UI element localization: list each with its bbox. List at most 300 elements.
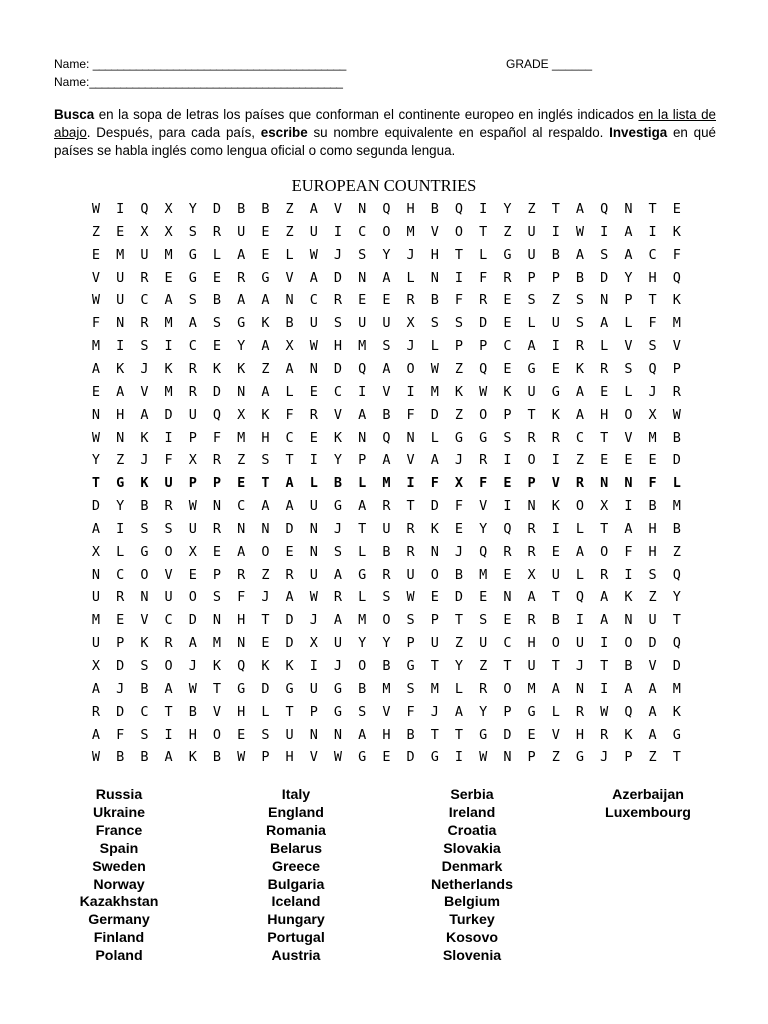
grid-letter[interactable]: U: [479, 635, 488, 652]
grid-letter[interactable]: G: [551, 383, 560, 400]
grid-letter[interactable]: Z: [454, 406, 464, 423]
grid-letter[interactable]: Q: [237, 658, 246, 674]
grid-letter[interactable]: E: [309, 429, 318, 446]
grid-letter[interactable]: S: [479, 612, 488, 629]
grid-letter[interactable]: X: [91, 658, 101, 674]
grid-letter[interactable]: A: [91, 360, 101, 377]
grid-letter[interactable]: E: [551, 360, 560, 377]
grid-letter[interactable]: V: [333, 406, 343, 423]
grid-letter[interactable]: R: [527, 520, 536, 537]
grid-letter[interactable]: V: [140, 612, 149, 629]
grid-letter[interactable]: T: [261, 612, 270, 629]
grid-letter[interactable]: I: [479, 201, 488, 217]
grid-letter[interactable]: N: [430, 269, 439, 286]
grid-letter[interactable]: T: [527, 406, 536, 423]
grid-letter[interactable]: T: [600, 429, 609, 446]
grid-letter[interactable]: I: [164, 338, 173, 355]
grid-letter[interactable]: N: [358, 269, 367, 286]
grid-letter[interactable]: G: [527, 703, 536, 720]
grid-letter[interactable]: L: [575, 566, 585, 583]
grid-letter[interactable]: E: [503, 566, 512, 583]
grid-letter[interactable]: Y: [382, 635, 391, 652]
grid-letter[interactable]: U: [406, 566, 415, 583]
grid-letter[interactable]: G: [285, 680, 294, 697]
grid-letter[interactable]: Y: [237, 338, 246, 355]
grid-letter[interactable]: A: [164, 749, 173, 766]
grid-letter[interactable]: U: [430, 635, 439, 652]
grid-letter[interactable]: K: [575, 360, 585, 377]
grid-letter[interactable]: D: [454, 589, 464, 606]
grid-letter[interactable]: D: [285, 635, 294, 652]
grid-letter[interactable]: I: [454, 749, 464, 766]
grid-letter[interactable]: Y: [503, 201, 512, 217]
grid-letter[interactable]: X: [140, 223, 149, 240]
grid-letter[interactable]: G: [188, 246, 197, 263]
grid-letter[interactable]: R: [188, 360, 197, 377]
grid-letter[interactable]: U: [164, 475, 173, 492]
grid-letter[interactable]: T: [358, 520, 367, 537]
grid-letter[interactable]: A: [527, 338, 536, 355]
grid-letter[interactable]: D: [116, 658, 125, 674]
grid-letter[interactable]: E: [600, 383, 609, 400]
grid-letter[interactable]: F: [672, 246, 681, 263]
grid-letter[interactable]: A: [358, 498, 367, 515]
grid-letter[interactable]: Y: [358, 635, 367, 652]
grid-letter[interactable]: U: [382, 520, 391, 537]
grid-letter[interactable]: L: [285, 246, 294, 263]
grid-letter[interactable]: I: [503, 498, 512, 515]
grid-letter[interactable]: E: [212, 338, 222, 355]
grid-letter[interactable]: E: [285, 543, 294, 560]
grid-letter[interactable]: N: [503, 589, 512, 606]
grid-letter[interactable]: Y: [333, 452, 343, 469]
grid-letter[interactable]: T: [551, 201, 560, 217]
grid-letter[interactable]: I: [624, 566, 633, 583]
grid-letter[interactable]: A: [624, 246, 633, 263]
grid-letter[interactable]: R: [527, 543, 536, 560]
grid-letter[interactable]: E: [503, 360, 512, 377]
grid-letter[interactable]: E: [430, 589, 439, 606]
grid-letter[interactable]: H: [285, 749, 294, 766]
grid-letter[interactable]: U: [237, 223, 246, 240]
grid-letter[interactable]: R: [551, 429, 560, 446]
grid-letter[interactable]: J: [600, 749, 609, 766]
grid-letter[interactable]: X: [237, 406, 246, 423]
grid-letter[interactable]: I: [164, 726, 173, 743]
grid-letter[interactable]: K: [237, 360, 246, 377]
grid-letter[interactable]: L: [358, 589, 367, 606]
grid-letter[interactable]: E: [503, 612, 512, 629]
grid-letter[interactable]: S: [140, 338, 149, 355]
grid-letter[interactable]: B: [116, 749, 125, 766]
grid-letter[interactable]: A: [309, 269, 318, 286]
grid-letter[interactable]: A: [575, 543, 585, 560]
grid-letter[interactable]: O: [261, 543, 270, 560]
grid-letter[interactable]: E: [527, 726, 536, 743]
grid-letter[interactable]: R: [479, 680, 488, 697]
grid-letter[interactable]: A: [285, 360, 294, 377]
grid-letter[interactable]: E: [503, 315, 512, 332]
grid-letter[interactable]: A: [648, 680, 657, 697]
grid-letter[interactable]: T: [430, 726, 439, 743]
grid-letter[interactable]: G: [116, 475, 125, 492]
grid-letter[interactable]: Z: [551, 292, 560, 309]
grid-letter[interactable]: M: [164, 383, 173, 400]
grid-letter[interactable]: I: [551, 452, 560, 469]
grid-letter[interactable]: T: [672, 612, 681, 629]
grid-letter[interactable]: A: [333, 566, 343, 583]
grid-letter[interactable]: T: [164, 703, 173, 720]
grid-letter[interactable]: A: [600, 612, 609, 629]
grid-letter[interactable]: N: [140, 589, 149, 606]
grid-letter[interactable]: D: [116, 703, 125, 720]
grid-letter[interactable]: V: [551, 726, 560, 743]
grid-letter[interactable]: D: [648, 635, 657, 652]
grid-letter[interactable]: S: [527, 292, 536, 309]
grid-letter[interactable]: G: [333, 680, 343, 697]
grid-letter[interactable]: R: [527, 612, 536, 629]
grid-letter[interactable]: D: [333, 269, 343, 286]
grid-letter[interactable]: B: [382, 406, 391, 423]
grid-letter[interactable]: B: [237, 201, 246, 217]
grid-letter[interactable]: K: [140, 475, 149, 492]
grid-letter[interactable]: U: [551, 315, 560, 332]
grid-letter[interactable]: S: [575, 315, 585, 332]
grid-letter[interactable]: D: [503, 726, 512, 743]
grid-letter[interactable]: G: [672, 726, 681, 743]
grid-letter[interactable]: N: [212, 498, 222, 515]
grid-letter[interactable]: D: [91, 498, 101, 515]
grid-letter[interactable]: U: [309, 223, 318, 240]
grid-letter[interactable]: L: [454, 680, 464, 697]
grid-letter[interactable]: U: [116, 292, 125, 309]
grid-letter[interactable]: Q: [382, 429, 391, 446]
grid-letter[interactable]: V: [212, 703, 222, 720]
grid-letter[interactable]: S: [261, 726, 270, 743]
grid-letter[interactable]: E: [382, 749, 391, 766]
grid-letter[interactable]: V: [551, 475, 560, 492]
grid-letter[interactable]: K: [551, 498, 560, 515]
grid-letter[interactable]: B: [261, 201, 270, 217]
grid-letter[interactable]: E: [624, 452, 633, 469]
grid-letter[interactable]: L: [358, 475, 367, 492]
grid-letter[interactable]: A: [333, 612, 343, 629]
grid-letter[interactable]: P: [672, 360, 681, 377]
grid-letter[interactable]: B: [212, 292, 222, 309]
grid-letter[interactable]: I: [358, 383, 367, 400]
grid-letter[interactable]: R: [382, 498, 391, 515]
grid-letter[interactable]: F: [212, 429, 222, 446]
grid-letter[interactable]: B: [551, 246, 560, 263]
grid-letter[interactable]: F: [116, 726, 125, 743]
grid-letter[interactable]: B: [672, 520, 681, 537]
grid-letter[interactable]: E: [188, 566, 197, 583]
grid-letter[interactable]: D: [212, 201, 222, 217]
grid-letter[interactable]: W: [91, 429, 101, 446]
grid-letter[interactable]: M: [164, 315, 173, 332]
grid-letter[interactable]: M: [382, 475, 391, 492]
grid-letter[interactable]: Z: [285, 201, 294, 217]
grid-letter[interactable]: A: [285, 498, 294, 515]
grid-letter[interactable]: Z: [261, 360, 270, 377]
grid-letter[interactable]: C: [358, 223, 367, 240]
grid-letter[interactable]: R: [164, 498, 173, 515]
grid-letter[interactable]: U: [551, 566, 560, 583]
grid-letter[interactable]: B: [406, 726, 415, 743]
grid-letter[interactable]: B: [382, 658, 391, 674]
grid-letter[interactable]: H: [237, 703, 246, 720]
grid-letter[interactable]: M: [358, 338, 367, 355]
grid-letter[interactable]: U: [648, 612, 657, 629]
grid-letter[interactable]: T: [600, 658, 609, 674]
grid-letter[interactable]: Z: [454, 360, 464, 377]
grid-letter[interactable]: N: [116, 315, 125, 332]
grid-letter[interactable]: A: [237, 292, 246, 309]
grid-letter[interactable]: Y: [479, 520, 488, 537]
grid-letter[interactable]: F: [454, 498, 464, 515]
grid-letter[interactable]: O: [140, 566, 149, 583]
grid-letter[interactable]: E: [164, 269, 173, 286]
grid-letter[interactable]: P: [527, 749, 536, 766]
grid-letter[interactable]: R: [212, 520, 222, 537]
grid-letter[interactable]: G: [188, 269, 197, 286]
grid-letter[interactable]: C: [648, 246, 657, 263]
grid-letter[interactable]: H: [116, 406, 125, 423]
grid-letter[interactable]: A: [575, 201, 585, 217]
grid-letter[interactable]: N: [358, 429, 367, 446]
grid-letter[interactable]: R: [503, 269, 512, 286]
grid-letter[interactable]: N: [237, 520, 246, 537]
grid-letter[interactable]: G: [503, 246, 512, 263]
grid-letter[interactable]: F: [648, 475, 657, 492]
grid-letter[interactable]: Z: [648, 589, 657, 606]
grid-letter[interactable]: R: [575, 703, 585, 720]
grid-letter[interactable]: L: [624, 315, 633, 332]
grid-letter[interactable]: L: [212, 246, 222, 263]
grid-letter[interactable]: T: [503, 658, 512, 674]
grid-letter[interactable]: X: [188, 543, 197, 560]
grid-letter[interactable]: S: [140, 726, 149, 743]
grid-letter[interactable]: N: [309, 543, 318, 560]
grid-letter[interactable]: A: [188, 315, 197, 332]
grid-letter[interactable]: E: [116, 612, 125, 629]
grid-letter[interactable]: D: [261, 680, 270, 697]
grid-letter[interactable]: E: [672, 201, 681, 217]
grid-letter[interactable]: L: [261, 703, 270, 720]
grid-letter[interactable]: A: [382, 452, 391, 469]
grid-letter[interactable]: G: [430, 749, 439, 766]
grid-letter[interactable]: A: [237, 543, 246, 560]
grid-letter[interactable]: C: [140, 292, 149, 309]
grid-letter[interactable]: W: [91, 749, 101, 766]
grid-letter[interactable]: R: [479, 452, 488, 469]
grid-letter[interactable]: O: [600, 543, 609, 560]
grid-letter[interactable]: P: [527, 269, 536, 286]
grid-letter[interactable]: O: [430, 566, 439, 583]
grid-letter[interactable]: Z: [503, 223, 512, 240]
grid-letter[interactable]: N: [91, 566, 101, 583]
grid-letter[interactable]: A: [551, 680, 560, 697]
grid-letter[interactable]: G: [140, 543, 149, 560]
grid-letter[interactable]: J: [454, 543, 464, 560]
grid-letter[interactable]: P: [406, 635, 415, 652]
grid-letter[interactable]: I: [600, 680, 609, 697]
grid-letter[interactable]: U: [575, 635, 585, 652]
grid-letter[interactable]: E: [309, 383, 318, 400]
grid-letter[interactable]: H: [406, 201, 415, 217]
grid-letter[interactable]: E: [382, 292, 391, 309]
grid-letter[interactable]: A: [261, 498, 270, 515]
grid-letter[interactable]: Y: [116, 498, 125, 515]
grid-letter[interactable]: O: [527, 452, 536, 469]
grid-letter[interactable]: R: [212, 452, 222, 469]
grid-letter[interactable]: N: [333, 726, 343, 743]
grid-letter[interactable]: I: [503, 452, 512, 469]
grid-letter[interactable]: U: [527, 223, 536, 240]
grid-letter[interactable]: H: [648, 520, 657, 537]
grid-letter[interactable]: U: [188, 406, 197, 423]
grid-letter[interactable]: E: [91, 383, 101, 400]
grid-letter[interactable]: M: [382, 680, 391, 697]
grid-letter[interactable]: H: [575, 726, 585, 743]
grid-letter[interactable]: X: [188, 452, 197, 469]
grid-letter[interactable]: S: [503, 429, 512, 446]
grid-letter[interactable]: O: [624, 635, 633, 652]
grid-letter[interactable]: U: [309, 680, 318, 697]
grid-letter[interactable]: R: [503, 543, 512, 560]
grid-letter[interactable]: W: [406, 589, 415, 606]
grid-letter[interactable]: Q: [479, 543, 488, 560]
grid-letter[interactable]: A: [624, 223, 633, 240]
grid-letter[interactable]: O: [188, 589, 197, 606]
grid-letter[interactable]: S: [430, 315, 439, 332]
grid-letter[interactable]: I: [575, 612, 585, 629]
grid-letter[interactable]: E: [212, 543, 222, 560]
grid-letter[interactable]: Q: [624, 703, 633, 720]
grid-letter[interactable]: T: [454, 612, 464, 629]
grid-letter[interactable]: L: [479, 246, 488, 263]
grid-letter[interactable]: B: [140, 498, 149, 515]
grid-letter[interactable]: P: [503, 703, 512, 720]
grid-letter[interactable]: A: [624, 520, 633, 537]
grid-letter[interactable]: W: [479, 383, 488, 400]
grid-letter[interactable]: Z: [237, 452, 246, 469]
grid-letter[interactable]: I: [454, 269, 464, 286]
grid-letter[interactable]: V: [333, 201, 343, 217]
grid-letter[interactable]: K: [672, 703, 681, 720]
grid-letter[interactable]: P: [624, 292, 633, 309]
grid-letter[interactable]: J: [116, 680, 125, 697]
grid-letter[interactable]: U: [358, 315, 367, 332]
grid-letter[interactable]: C: [309, 292, 318, 309]
grid-letter[interactable]: M: [430, 383, 439, 400]
grid-letter[interactable]: R: [479, 292, 488, 309]
grid-letter[interactable]: J: [454, 452, 464, 469]
grid-letter[interactable]: A: [164, 680, 173, 697]
grid-letter[interactable]: E: [503, 475, 512, 492]
grid-letter[interactable]: C: [575, 429, 585, 446]
grid-letter[interactable]: R: [575, 475, 585, 492]
grid-letter[interactable]: S: [600, 246, 609, 263]
grid-letter[interactable]: P: [430, 612, 439, 629]
grid-letter[interactable]: E: [479, 589, 488, 606]
grid-letter[interactable]: A: [116, 383, 125, 400]
grid-letter[interactable]: N: [237, 383, 246, 400]
grid-letter[interactable]: S: [624, 360, 633, 377]
grid-letter[interactable]: J: [333, 246, 343, 263]
grid-letter[interactable]: B: [430, 201, 439, 217]
grid-letter[interactable]: J: [261, 589, 270, 606]
grid-letter[interactable]: L: [624, 383, 633, 400]
grid-letter[interactable]: W: [672, 406, 681, 423]
grid-letter[interactable]: B: [430, 292, 439, 309]
grid-letter[interactable]: M: [237, 429, 246, 446]
grid-letter[interactable]: B: [382, 543, 391, 560]
grid-letter[interactable]: Z: [527, 201, 536, 217]
grid-letter[interactable]: M: [164, 246, 173, 263]
grid-letter[interactable]: S: [212, 315, 222, 332]
grid-letter[interactable]: R: [237, 269, 246, 286]
grid-letter[interactable]: L: [285, 383, 294, 400]
grid-letter[interactable]: A: [261, 338, 270, 355]
grid-letter[interactable]: R: [600, 566, 609, 583]
grid-letter[interactable]: D: [164, 406, 173, 423]
grid-letter[interactable]: Y: [624, 269, 633, 286]
grid-letter[interactable]: M: [479, 566, 488, 583]
grid-letter[interactable]: J: [430, 703, 439, 720]
grid-letter[interactable]: K: [624, 589, 633, 606]
grid-letter[interactable]: E: [261, 635, 270, 652]
grid-letter[interactable]: Z: [575, 452, 585, 469]
name-blank[interactable]: _________________________________________: [89, 75, 343, 89]
grid-letter[interactable]: C: [188, 338, 197, 355]
grid-letter[interactable]: W: [91, 201, 101, 217]
grid-letter[interactable]: Z: [454, 635, 464, 652]
grid-letter[interactable]: B: [140, 680, 149, 697]
grid-letter[interactable]: H: [600, 406, 609, 423]
grid-letter[interactable]: C: [140, 703, 149, 720]
grid-letter[interactable]: V: [406, 452, 415, 469]
grid-letter[interactable]: P: [503, 406, 512, 423]
grid-letter[interactable]: T: [551, 589, 560, 606]
grid-letter[interactable]: O: [575, 498, 585, 515]
grid-letter[interactable]: S: [164, 520, 173, 537]
grid-letter[interactable]: H: [333, 338, 343, 355]
grid-letter[interactable]: T: [648, 201, 657, 217]
grid-letter[interactable]: K: [188, 749, 197, 766]
grid-letter[interactable]: I: [333, 223, 343, 240]
grid-letter[interactable]: X: [600, 498, 609, 515]
grid-letter[interactable]: E: [503, 292, 512, 309]
grid-letter[interactable]: I: [164, 429, 173, 446]
grid-letter[interactable]: M: [116, 246, 125, 263]
grid-letter[interactable]: A: [575, 406, 585, 423]
grid-letter[interactable]: T: [430, 658, 439, 674]
grid-letter[interactable]: I: [309, 452, 318, 469]
grid-letter[interactable]: A: [285, 475, 294, 492]
grid-letter[interactable]: F: [479, 475, 488, 492]
grid-letter[interactable]: A: [164, 292, 173, 309]
grid-letter[interactable]: I: [600, 223, 609, 240]
grid-letter[interactable]: U: [91, 635, 101, 652]
grid-letter[interactable]: R: [672, 383, 681, 400]
grid-letter[interactable]: W: [575, 223, 585, 240]
grid-letter[interactable]: O: [164, 543, 173, 560]
grid-letter[interactable]: I: [648, 223, 657, 240]
grid-letter[interactable]: P: [551, 269, 560, 286]
grid-letter[interactable]: U: [164, 589, 173, 606]
grid-letter[interactable]: S: [406, 612, 415, 629]
